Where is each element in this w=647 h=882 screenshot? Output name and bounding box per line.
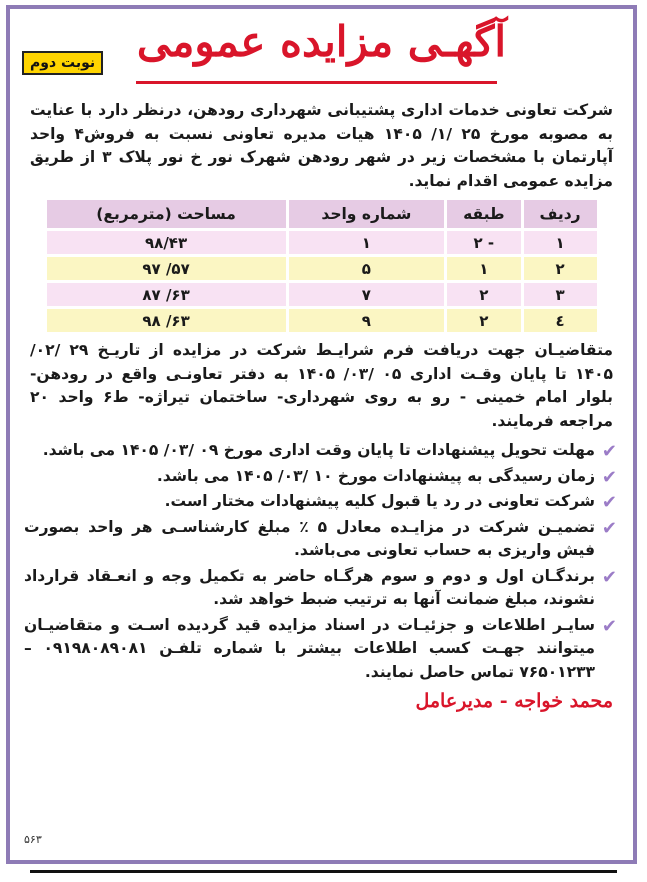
term-text: زمان رسیدگی به پیشنهادات مورخ ۱۰ /۰۳/ ۱۴۰۵ می باشد.	[156, 466, 595, 485]
cell-row-number: ۱	[524, 231, 597, 254]
title-underline	[136, 81, 497, 84]
cell-area: ۹۸/۴۳	[47, 231, 286, 254]
cell-unit-number: ۹	[289, 309, 444, 332]
list-item	[24, 565, 619, 612]
cell-unit-number: ۵	[289, 257, 444, 280]
list-item	[24, 490, 619, 514]
col-header-floor: طبقه	[447, 200, 520, 228]
col-header-unit-number: شماره واحد	[289, 200, 444, 228]
term-text: برندگـان اول و دوم و سوم هرگـاه حاضر به تکمیل وجه و انعـقاد قرارداد نشوند، مبلغ ضمانت آنها به ترتیب ضبط خواهد شد.	[24, 566, 595, 608]
checkmark-icon: ✔	[601, 492, 617, 513]
units-table	[44, 197, 600, 335]
checkmark-icon: ✔	[601, 566, 617, 588]
signature: محمد خواجه - مدیرعامل	[415, 690, 613, 712]
ad-content	[16, 15, 627, 854]
ad-code: ۵۶۳	[24, 833, 42, 846]
cell-floor: ۱	[447, 257, 520, 280]
cell-floor: ۲	[447, 283, 520, 306]
term-text: تضمیـن شرکت در مزایـده معادل ۵ ٪ مبلغ کارشناسـی هر واحد بصورت فیش واریزی به حساب تعاونی می‌باشد.	[24, 517, 595, 559]
cell-floor: - ۲	[447, 231, 520, 254]
term-text: سایـر اطلاعات و جزئیـات در اسناد مزایده قید گردیده اسـت و متقاضیـان میتوانند جهـت کسب اطلاعات بیشتر با شماره تلفـن ۰۹۱۹۸۰۸۹۰۸۱ – ۷۶۵۰۱۲۳۳ تماس حاصل نمایند.	[24, 615, 595, 681]
ad-title: آگهـی مزایده عمومی	[136, 17, 507, 66]
table-row	[47, 231, 597, 254]
cell-row-number: ۳	[524, 283, 597, 306]
col-header-area: مساحت (مترمربع)	[47, 200, 286, 228]
list-item	[24, 465, 619, 489]
checkmark-icon: ✔	[601, 517, 617, 539]
list-item	[24, 614, 619, 685]
intro-paragraph: شرکت تعاونی خدمات اداری پشتیبانی شهرداری رودهن، درنظر دارد با عنایت به مصوبه مورخ ۲۵ /۱/ ۱۴۰۵ هیات مدیره تعاونی نسبت به فروش۴ واحد آپارتمان با مشخصات زیر در شهر رودهن شهرک نور خ نور پلاک ۳ از طریق مزایده عمومی اقدام نماید.	[30, 101, 614, 190]
second-round-badge: نوبت دوم	[22, 51, 103, 75]
terms-list	[24, 439, 619, 684]
table-row	[47, 283, 597, 306]
table-row	[47, 257, 597, 280]
cell-row-number: ۲	[524, 257, 597, 280]
term-text: شرکت تعاونی در رد یا قبول کلیه پیشنهادات مختار است.	[164, 492, 595, 510]
bottom-divider	[30, 870, 617, 873]
checkmark-icon: ✔	[601, 441, 617, 462]
checkmark-icon: ✔	[601, 615, 617, 637]
cell-area: ۶۳/ ۹۸	[47, 309, 286, 332]
cell-area: ۵۷/ ۹۷	[47, 257, 286, 280]
ad-header	[16, 15, 627, 95]
cell-unit-number: ۷	[289, 283, 444, 306]
cell-floor: ۲	[447, 309, 520, 332]
cell-unit-number: ۱	[289, 231, 444, 254]
col-header-row-number: ردیف	[524, 200, 597, 228]
table-header-row	[47, 200, 597, 228]
applicants-paragraph: متقاضیـان جهت دریافت فرم شرایـط شرکت در مزایده از تاریـخ ۲۹ /۰۲/ ۱۴۰۵ تا پایان وقـت اداری ۰۵ /۰۳/ ۱۴۰۵ به دفتر تعاونـی واقع در رودهن- بلوار امام خمینی - رو به روی شهرداری- ساختمان تیراژه- ط۶ واحد ۲۰ مراجعه فرمایند.	[30, 341, 614, 430]
list-item	[24, 516, 619, 563]
checkmark-icon: ✔	[601, 466, 617, 488]
list-item	[24, 439, 619, 463]
term-text: مهلت تحویل پیشنهادات تا پایان وقت اداری مورخ ۰۹ /۰۳/ ۱۴۰۵ می باشد.	[42, 441, 595, 459]
table-row	[47, 309, 597, 332]
cell-area: ۶۳/ ۸۷	[47, 283, 286, 306]
cell-row-number: ٤	[524, 309, 597, 332]
ad-frame	[6, 5, 637, 864]
